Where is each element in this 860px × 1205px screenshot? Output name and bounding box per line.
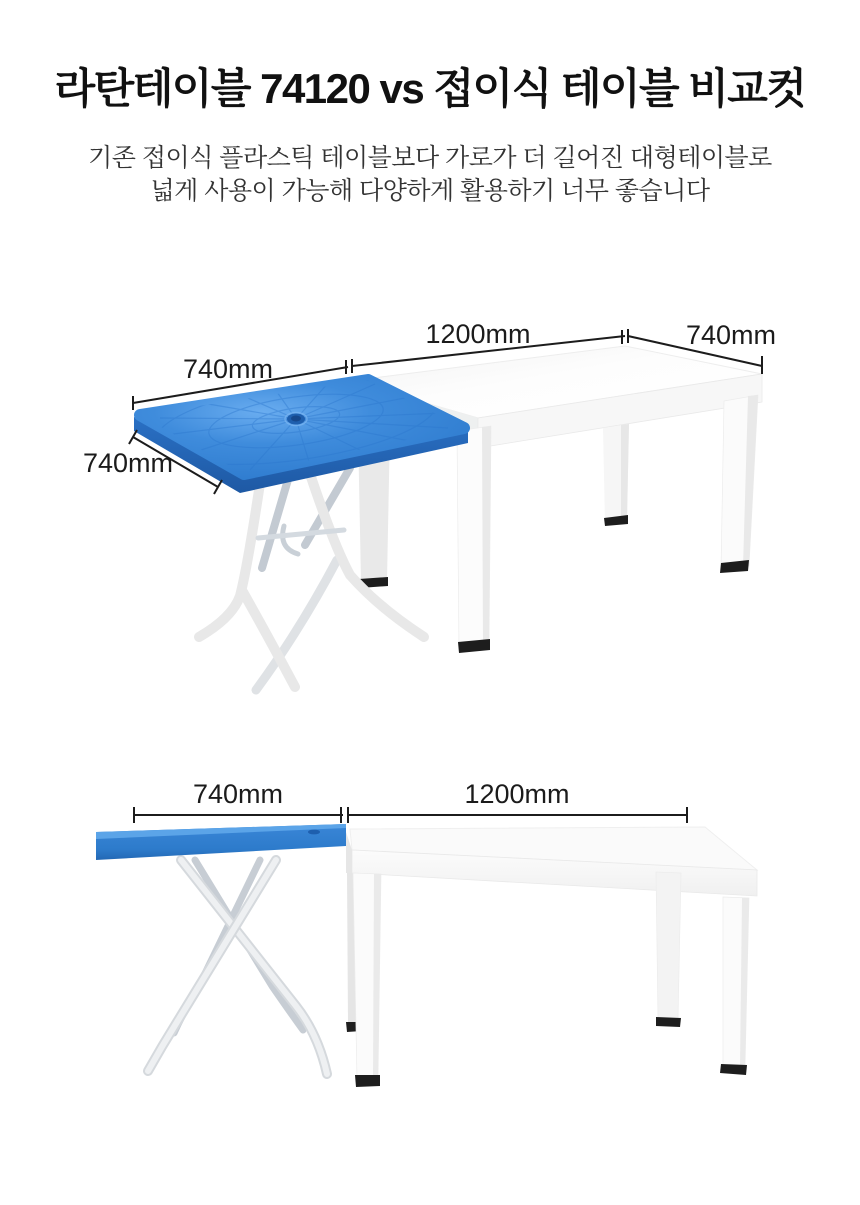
folding-table-legs: [199, 466, 424, 690]
rattan-leg-front-left-front-view: [353, 873, 381, 1087]
subtitle-line-1: 기존 접이식 플라스틱 테이블보다 가로가 더 길어진 대형테이블로: [88, 144, 772, 172]
dimension-line-rattan-length-bottom: [348, 807, 687, 823]
umbrella-hole-front-view: [308, 830, 320, 835]
rattan-leg-front-right: [720, 395, 758, 573]
dimension-label-rattan-depth: 740mm: [685, 320, 777, 350]
dimension-annotations-bottom: [134, 779, 687, 823]
dimension-label-rattan-length: 1200mm: [425, 319, 531, 349]
front-view-comparison-photo: [0, 770, 860, 1110]
folding-table-front-view: [96, 824, 346, 1074]
rattan-leg-back-right-front-view: [656, 872, 681, 1027]
dimension-label-folding-width-bottom: 740mm: [192, 779, 284, 809]
rattan-table-perspective: [350, 346, 762, 653]
front-view-comparison-figure: [0, 770, 860, 1115]
page-subtitle: [0, 142, 860, 208]
rattan-leg-front-left: [457, 426, 491, 653]
dimension-label-rattan-length-bottom: 1200mm: [464, 779, 570, 809]
perspective-comparison-photo: [0, 280, 860, 710]
page-title: 라탄테이블 74120 vs 접이식 테이블 비교컷: [54, 65, 806, 112]
dimension-label-folding-depth: 740mm: [82, 448, 174, 478]
rattan-leg-front-right-front-view: [720, 897, 749, 1075]
folding-table-legs-front-view: [148, 860, 327, 1074]
rattan-table-front-view: [346, 827, 757, 1087]
dimension-line-folding-width-bottom: [134, 807, 348, 823]
dimension-label-folding-width: 740mm: [182, 354, 274, 384]
subtitle-line-2: 넓게 사용이 가능해 다양하게 활용하기 너무 좋습니다: [150, 177, 710, 205]
rattan-leg-back-right: [603, 424, 629, 526]
umbrella-hole-inner: [291, 416, 301, 422]
perspective-comparison-figure: [0, 280, 860, 715]
